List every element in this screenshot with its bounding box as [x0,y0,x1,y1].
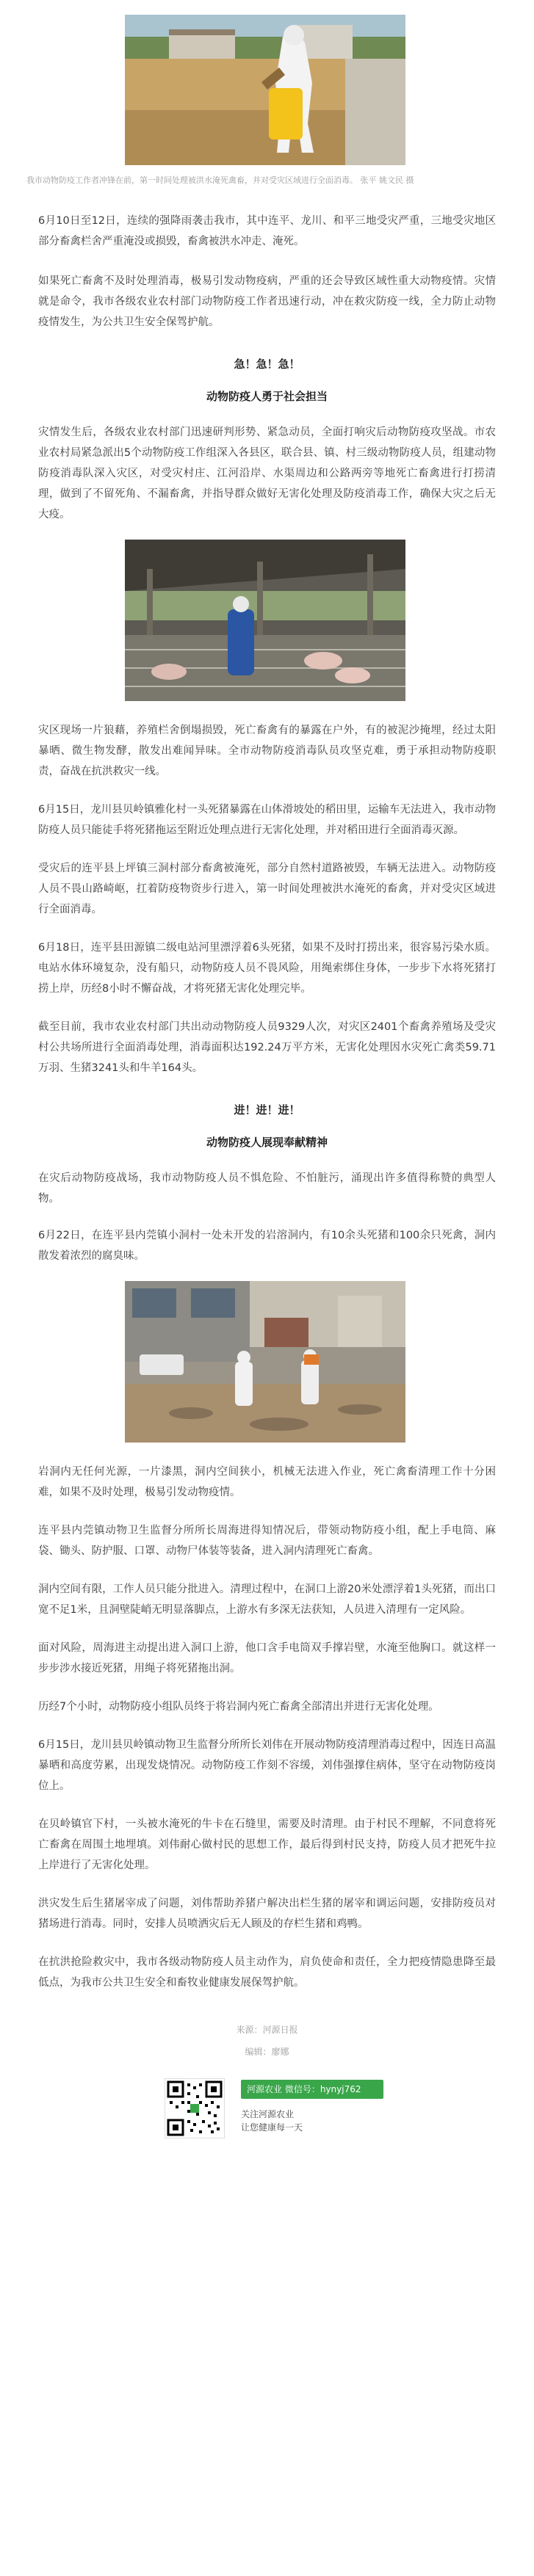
follow-prompt: 关注河源农业 [241,2109,295,2119]
section-heading-advance: 进！进！进！ [234,1103,300,1117]
paragraph-response: 灾情发生后，各级农业农村部门迅速研判形势、紧急动员，全面打响灾后动物防疫攻坚战。市农业农村局紧急派出5个动物防疫工作组深入各县区，联合县、镇、村三级动物防疫人员，组建动物防疫消毒队深入灾区，对受灾村庄、江河沿岸、水渠周边和公路两旁等地死亡畜禽进行打捞清理，做到了不留死角、不漏畜禽，并指导群众做好无害化处理及防疫消毒工作，确保大灾之后无大疫。 [38,427,496,520]
photo-street-illustration [125,1281,405,1443]
paragraph-intro: 6月10日至12日，连续的强降雨袭击我市，其中连平、龙川、和平三地受灾严重，三地受灾地区部分畜禽栏舍严重淹没或损毁，畜禽被洪水冲走、淹死。 [38,215,496,247]
paragraph-conclusion: 在抗洪抢险救灾中，我市各级动物防疫人员主动作为，肩负使命和责任，全力把疫情隐患降至最低点，为我市公共卫生安全和畜牧业健康发展保驾护航。 [38,1956,496,1989]
article-photo-pig-barn [125,540,405,701]
paragraph-wading: 面对风险，周海进主动提出进入洞口上游，他口含手电筒双手撑岩壁，水淹至他胸口。就这样一步步涉水接近死猪，用绳子将死猪拖出洞。 [38,1642,496,1675]
paragraph-guanxia-village: 在贝岭镇官下村，一头被水淹死的牛卡在石缝里，需要及时清理。由于村民不理解，不同意将死亡畜禽在周围土地埋填。刘伟耐心做村民的思想工作，最后得到村民支持，防疫人员才把死牛拉上岸进行了无害化处理。 [38,1818,496,1871]
article-photo-disinfection-worker [125,15,405,165]
section-heading-urgent: 急！急！急！ [234,358,300,371]
photo-barn-illustration [125,540,405,701]
photo-worker-illustration [125,15,405,165]
wechat-follow-card [165,2078,400,2144]
paragraph-statistics: 截至目前，我市农业农村部门共出动动物防疫人员9329人次，对灾区2401个畜禽养殖场及受灾村公共场所进行全面消毒处理，消毒面积达192.24万平方米，无害化处理因水灾死亡禽类59.71万羽、生猪3241头和牛羊164头。 [38,1021,496,1074]
follow-slogan: 让您健康每一天 [241,2122,303,2133]
wechat-account-tag: 河源农业 微信号：hynyj762 [241,2080,383,2099]
paragraph-sandong-village: 受灾后的连平县上坪镇三洞村部分畜禽被淹死，部分自然村道路被毁，车辆无法进入。动物防疫人员不畏山路崎岖，扛着防疫物资步行进入，第一时间处理被洪水淹死的畜禽，并对受灾区域进行全面消毒。 [38,863,496,915]
paragraph-liu-wei-illness: 6月15日，龙川县贝岭镇动物卫生监督分所所长刘伟在开展动物防疫清理消毒过程中，因连日高温暴晒和高度劳累，出现发烧情况。动物防疫工作刻不容缓，刘伟强撑住病体，坚守在动物防疫岗位上。 [38,1739,496,1792]
paragraph-seven-hours: 历经7个小时，动物防疫小组队员终于将岩洞内死亡畜禽全部清出并进行无害化处理。 [38,1701,439,1713]
paragraph-cave-risk: 洞内空间有限，工作人员只能分批进入。清理过程中，在洞口上游20米处漂浮着1头死猪，而出口宽不足1米，且洞壁陡峭无明显落脚点，上游水有多深无法获知，人员进入清理有一定风险。 [38,1583,496,1616]
paragraph-zhou-haijin-team: 连平县内莞镇动物卫生监督分所所长周海进得知情况后，带领动物防疫小组，配上手电筒、麻袋、锄头、防护服、口罩、动物尸体装等装备，进入洞内清理死亡畜禽。 [38,1525,496,1557]
paragraph-typical-figures: 在灾后动物防疫战场，我市动物防疫人员不惧危险、不怕脏污，涌现出许多值得称赞的典型人物。 [38,1172,496,1205]
paragraph-tianyuan-station: 6月18日，连平县田源镇二级电站河里漂浮着6头死猪，如果不及时打捞出来，很容易污染水质。电站水体环境复杂，没有船只，动物防疫人员不畏风险，用绳索绑住身体，一步步下水将死猪打捞上岸，历经8小时不懈奋战，才将死猪无害化处理完毕。 [38,942,496,995]
qr-code-icon[interactable] [165,2078,225,2138]
article-editor: 编辑：廖娜 [245,2047,289,2057]
photo-caption: 我市动物防疫工作者冲锋在前，第一时间处理被洪水淹死禽畜，并对受灾区域进行全面消毒。 张平 姚文民 摄 [26,175,414,185]
paragraph-yahua-village: 6月15日，龙川县贝岭镇雅化村一头死猪暴露在山体滑坡处的稻田里，运输车无法进入，我市动物防疫人员只能徒手将死猪拖运至附近处理点进行无害化处理，并对稻田进行全面消毒灭源。 [38,804,496,836]
paragraph-impact: 如果死亡畜禽不及时处理消毒，极易引发动物疫病，严重的还会导致区域性重大动物疫情。灾情就是命令，我市各级农业农村部门动物防疫工作者迅速行动，冲在救灾防疫一线，全力防止动物疫情发生，为公共卫生安全保驾护航。 [38,275,496,328]
section-subheading-dedication: 动物防疫人展现奉献精神 [206,1136,328,1149]
paragraph-disaster-scene: 灾区现场一片狼藉，养殖栏舍倒塌损毁，死亡畜禽有的暴露在户外，有的被泥沙掩埋，经过太阳暴晒、微生物发酵，散发出难闻异味。全市动物防疫消毒队员攻坚克难，勇于承担动物防疫职责，奋战在抗洪救灾一线。 [38,725,496,777]
paragraph-karst-cave: 6月22日，在连平县内莞镇小洞村一处未开发的岩溶洞内，有10余头死猪和100余只死禽，洞内散发着浓烈的腐臭味。 [38,1230,496,1262]
qr-code-graphic [165,2079,224,2138]
article-photo-street-cleanup [125,1281,405,1443]
paragraph-cave-darkness: 岩洞内无任何光源，一片漆黑，洞内空间狭小，机械无法进入作业，死亡禽畜清理工作十分困难，如果不及时处理，极易引发动物疫情。 [38,1466,496,1498]
article-source: 来源：河源日报 [236,2025,298,2035]
paragraph-slaughter-issue: 洪灾发生后生猪屠宰成了问题，刘伟帮助养猪户解决出栏生猪的屠宰和调运问题，安排防疫员对猪场进行消毒。同时，安排人员喷洒灾后无人顾及的存栏生猪和鸡鸭。 [38,1898,496,1930]
section-subheading-responsibility: 动物防疫人勇于社会担当 [206,390,328,403]
